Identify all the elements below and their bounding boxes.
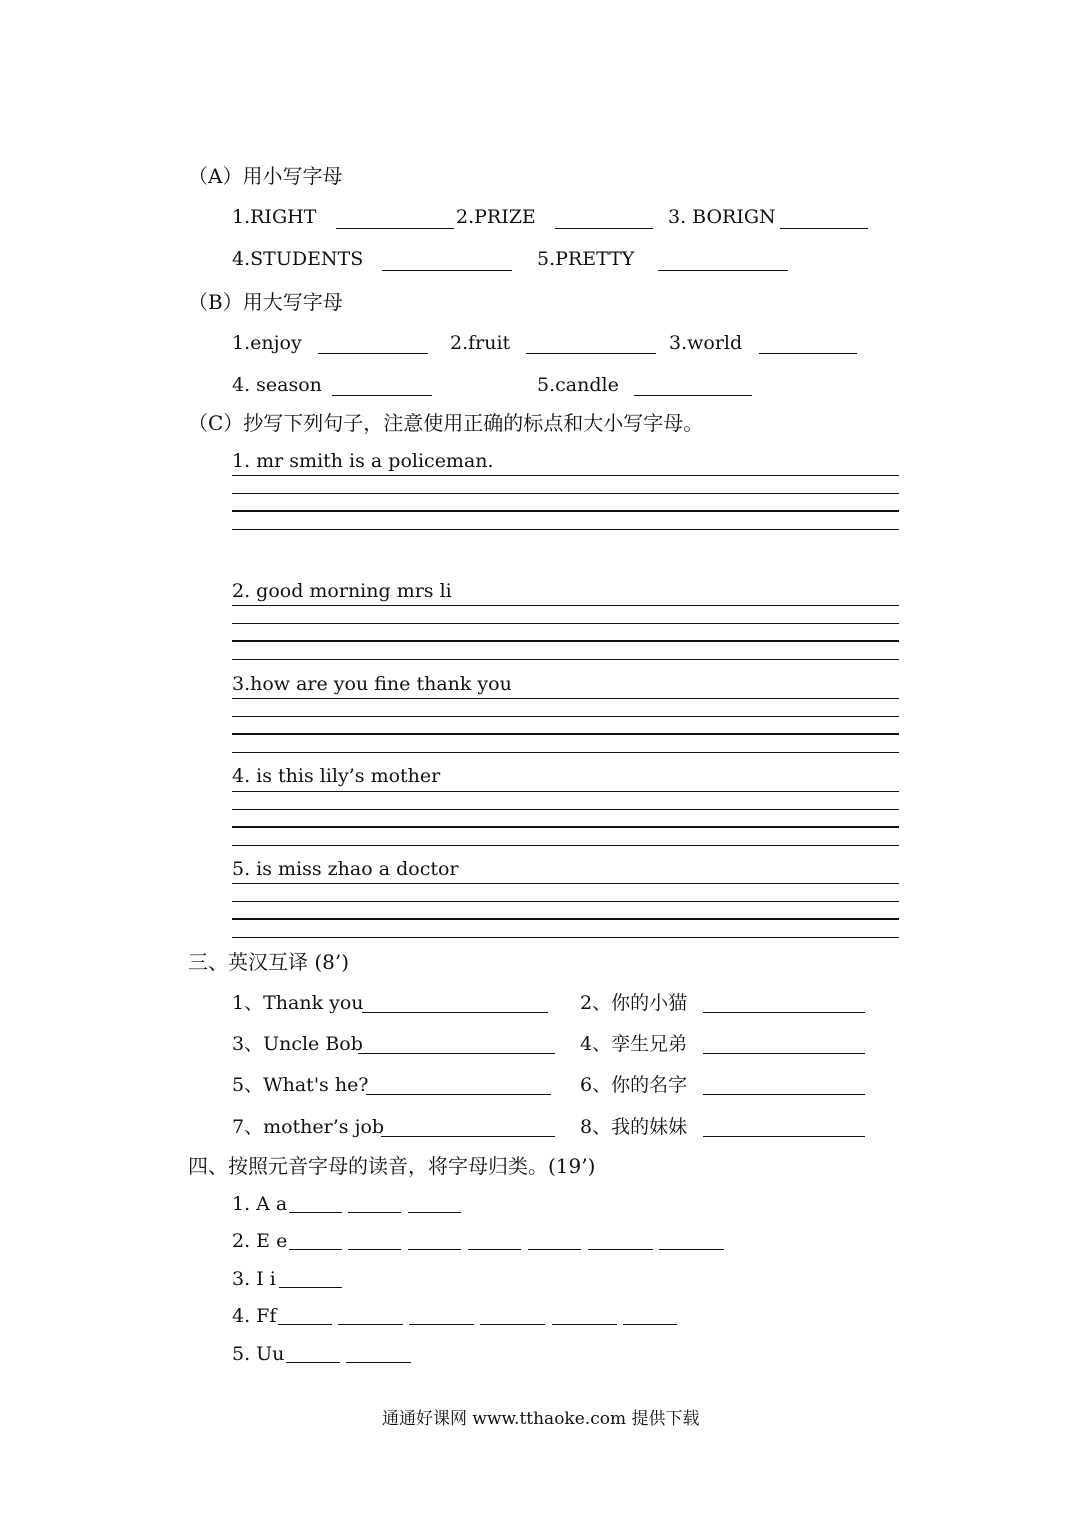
answer-blank[interactable] [408, 1249, 461, 1250]
writing-line[interactable] [232, 640, 899, 642]
translate-item-8: 8、我的妹妹 [580, 1116, 688, 1138]
answer-blank[interactable] [552, 1324, 617, 1325]
answer-blank[interactable] [366, 1094, 551, 1095]
answer-blank[interactable] [289, 1212, 342, 1213]
writing-line[interactable] [232, 901, 899, 902]
vowel-item-5: 5. Uu [232, 1343, 285, 1365]
answer-blank[interactable] [759, 353, 857, 354]
part-a-item-3: 3. BORIGN [668, 206, 776, 228]
answer-blank[interactable] [286, 1362, 340, 1363]
copy-sentence-5: 5. is miss zhao a doctor [232, 858, 459, 880]
vowel-item-1: 1. A a [232, 1193, 288, 1215]
answer-blank[interactable] [409, 1324, 474, 1325]
answer-blank[interactable] [358, 1053, 555, 1054]
answer-blank[interactable] [703, 1136, 865, 1137]
writing-line[interactable] [232, 493, 899, 494]
answer-blank[interactable] [526, 353, 656, 354]
answer-blank[interactable] [278, 1324, 332, 1325]
answer-blank[interactable] [623, 1324, 677, 1325]
writing-line[interactable] [232, 529, 899, 530]
answer-blank[interactable] [348, 1212, 401, 1213]
answer-blank[interactable] [634, 395, 752, 396]
writing-line[interactable] [232, 623, 899, 624]
answer-blank[interactable] [289, 1249, 342, 1250]
copy-sentence-2: 2. good morning mrs li [232, 580, 452, 602]
part-a-item-5: 5.PRETTY [537, 248, 635, 270]
writing-line[interactable] [232, 510, 899, 512]
answer-blank[interactable] [780, 228, 868, 229]
answer-blank[interactable] [703, 1094, 865, 1095]
answer-blank[interactable] [408, 1212, 461, 1213]
part-a-item-4: 4.STUDENTS [232, 248, 364, 270]
writing-line[interactable] [232, 698, 899, 699]
writing-line[interactable] [232, 918, 899, 920]
part-b-item-5: 5.candle [537, 374, 619, 396]
translate-item-4: 4、孪生兄弟 [580, 1033, 688, 1055]
answer-blank[interactable] [658, 270, 788, 271]
part-a-item-1: 1.RIGHT [232, 206, 317, 228]
answer-blank[interactable] [348, 1249, 401, 1250]
answer-blank[interactable] [468, 1249, 521, 1250]
writing-line[interactable] [232, 826, 899, 828]
copy-sentence-4: 4. is this lily’s mother [232, 765, 441, 787]
copy-sentence-1: 1. mr smith is a policeman. [232, 450, 494, 472]
answer-blank[interactable] [382, 270, 512, 271]
writing-line[interactable] [232, 752, 899, 753]
answer-blank[interactable] [279, 1287, 342, 1288]
part-c-title: （C）抄写下列句子，注意使用正确的标点和大小写字母。 [188, 411, 704, 435]
vowel-item-4: 4. Ff [232, 1305, 277, 1327]
answer-blank[interactable] [336, 228, 454, 229]
part-a-title: （A）用小写字母 [188, 164, 343, 188]
part-a-item-2: 2.PRIZE [456, 206, 536, 228]
answer-blank[interactable] [338, 1324, 403, 1325]
translate-item-1: 1、Thank you [232, 992, 364, 1014]
writing-line[interactable] [232, 475, 899, 476]
part-b-item-2: 2.fruit [450, 332, 511, 354]
part-b-item-3: 3.world [669, 332, 743, 354]
answer-blank[interactable] [528, 1249, 581, 1250]
answer-blank[interactable] [381, 1136, 555, 1137]
translate-item-7: 7、mother’s job [232, 1116, 385, 1138]
section-3-title: 三、英汉互译 (8’) [188, 950, 350, 974]
writing-line[interactable] [232, 883, 899, 884]
vowel-item-3: 3. I i [232, 1268, 276, 1290]
answer-blank[interactable] [332, 395, 432, 396]
writing-line[interactable] [232, 716, 899, 717]
writing-line[interactable] [232, 845, 899, 846]
translate-item-6: 6、你的名字 [580, 1074, 688, 1096]
writing-line[interactable] [232, 659, 899, 660]
answer-blank[interactable] [362, 1012, 548, 1013]
section-4-title: 四、按照元音字母的读音，将字母归类。(19’) [188, 1154, 596, 1178]
part-b-item-4: 4. season [232, 374, 322, 396]
translate-item-5: 5、What's he? [232, 1074, 369, 1096]
answer-blank[interactable] [346, 1362, 411, 1363]
writing-line[interactable] [232, 733, 899, 735]
page-footer: 通通好课网 www.tthaoke.com 提供下载 [382, 1409, 700, 1429]
vowel-item-2: 2. E e [232, 1230, 288, 1252]
answer-blank[interactable] [703, 1053, 865, 1054]
part-b-item-1: 1.enjoy [232, 332, 302, 354]
writing-line[interactable] [232, 791, 899, 792]
translate-item-3: 3、Uncle Bob [232, 1033, 363, 1055]
writing-line[interactable] [232, 605, 899, 606]
answer-blank[interactable] [555, 228, 653, 229]
answer-blank[interactable] [480, 1324, 545, 1325]
part-b-title: （B）用大写字母 [188, 290, 343, 314]
answer-blank[interactable] [703, 1012, 865, 1013]
translate-item-2: 2、你的小猫 [580, 992, 688, 1014]
copy-sentence-3: 3.how are you fine thank you [232, 673, 512, 695]
writing-line[interactable] [232, 809, 899, 810]
answer-blank[interactable] [318, 353, 428, 354]
answer-blank[interactable] [659, 1249, 724, 1250]
answer-blank[interactable] [588, 1249, 653, 1250]
writing-line[interactable] [232, 937, 899, 938]
